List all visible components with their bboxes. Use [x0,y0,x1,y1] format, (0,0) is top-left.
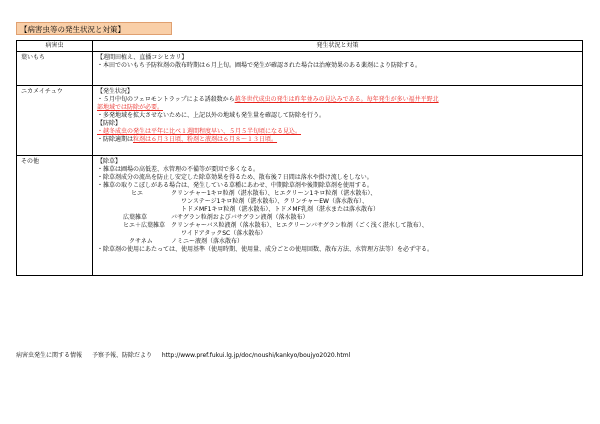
details-cell [93,86,583,156]
herbicide-products: バサグラン粒剤およびバサグラン液剤（落水散布） [171,214,309,221]
details-text: ・５月中旬のフェロモントラップによる誘殺数から [97,96,235,103]
pest-name: ニカメイチュウ [17,86,93,156]
details-line: ・多発地域を拡大させないために、上記以外の地域も発生量を確認して防除を行う。 [97,112,326,119]
footer-link-text: 予察予報、防除だより [91,352,152,359]
details-line [97,96,579,104]
highlighted-text: 部地域では防除が必要。 [97,104,164,111]
details-line [97,136,579,144]
table-row [17,52,583,86]
herbicide-line: トドメMF1キロ粒剤（湛水散布）、トドメMF乳剤（湛水または落水散布） [181,206,379,213]
pest-table [16,40,583,276]
details-line: ・雑草の取りこぼしがある場合は、発生している草種にあわせ、中期除草剤や後期除草剤を使用する。 [97,182,373,189]
weed-heading: 【除草】 [97,158,122,165]
herbicide-line: ワンステージ1キロ粒剤（湛水散布）、クリンチャーEW（落水散布）、 [181,198,368,205]
column-header-details: 発生状況と対策 [93,41,583,52]
control-heading: 【防除】 [97,120,122,127]
herbicide-line [97,222,579,230]
table-row [17,156,583,276]
status-heading: 【発生状況】 [97,88,134,95]
herbicide-line [97,214,579,222]
herbicide-line [97,190,579,198]
pest-name: 葉いもち [17,52,93,86]
herbicide-line [97,238,579,246]
details-line [97,104,579,112]
section-title: 【病害虫等の発生状況と対策】 [16,22,172,35]
table-header-row [17,41,583,52]
details-line: ・除草剤成分の流出を防止し安定した除草効果を得るため、散布後７日間は落水や掛け流しをしない。 [97,174,373,181]
column-header-pest: 病害虫 [17,41,93,52]
weed-type: クサネム [129,238,153,245]
details-text: ・防除適期は [97,136,134,143]
weed-type: 広葉雑草 [123,214,148,221]
weed-type: ヒエ＋広葉雑草 [123,222,166,229]
footer-url-link[interactable]: http://www.pref.fukui.lg.jp/doc/noushi/kankyo/boujyo2020.html [161,352,351,359]
details-line: ・雑草は圃場の高低差、水管理の不備等が要因で多くなる。 [97,166,260,173]
herbicide-products: クリンチャーバス粒液剤（落水散布）、ヒエクリーンバサグラン粒剤（ごく浅く湛水して散布）、 [171,222,428,229]
weed-type: ヒエ [131,190,144,197]
details-cell [93,52,583,86]
highlighted-text: 粒剤は６月３日頃、粉剤と液剤は６月８～１３日頃。 [133,136,278,143]
highlighted-text: ・越冬成虫の発生は平年に比べ１週間程度早い、５月５半旬頃になる見込。 [97,128,302,135]
details-line: 【週間田植え、直播コシヒカリ】 [97,54,188,61]
footer-label: 病害虫発生に関する情報 [16,352,83,359]
details-line [97,128,579,136]
herbicide-line: ワイドアタックSC（落水散布） [181,230,267,237]
details-cell [93,156,583,276]
highlighted-text: 越冬世代成虫の発生は昨年並みの見込みである。毎年発生が多い福井平野北 [234,96,439,103]
herbicide-products: ノミニー液剤（落水散布） [171,238,244,245]
herbicide-products: クリンチャー1キロ粒剤（湛水散布）、ヒエクリーン1キロ粒剤（湛水散布）、 [171,190,377,197]
pest-name: その他 [17,156,93,276]
details-line: ・除草剤の使用にあたっては、使用基準（使用時期、使用量、成分ごとの使用回数、散布方法、水管理方法等）を必ず守る。 [97,246,434,253]
footer-info [16,352,358,360]
details-line: ・本田でのいもち予防粒剤の散布時期は６月上旬。圃場で発生が確認された場合は治療効果のある薬剤により防除する。 [97,62,422,69]
table-row [17,86,583,156]
